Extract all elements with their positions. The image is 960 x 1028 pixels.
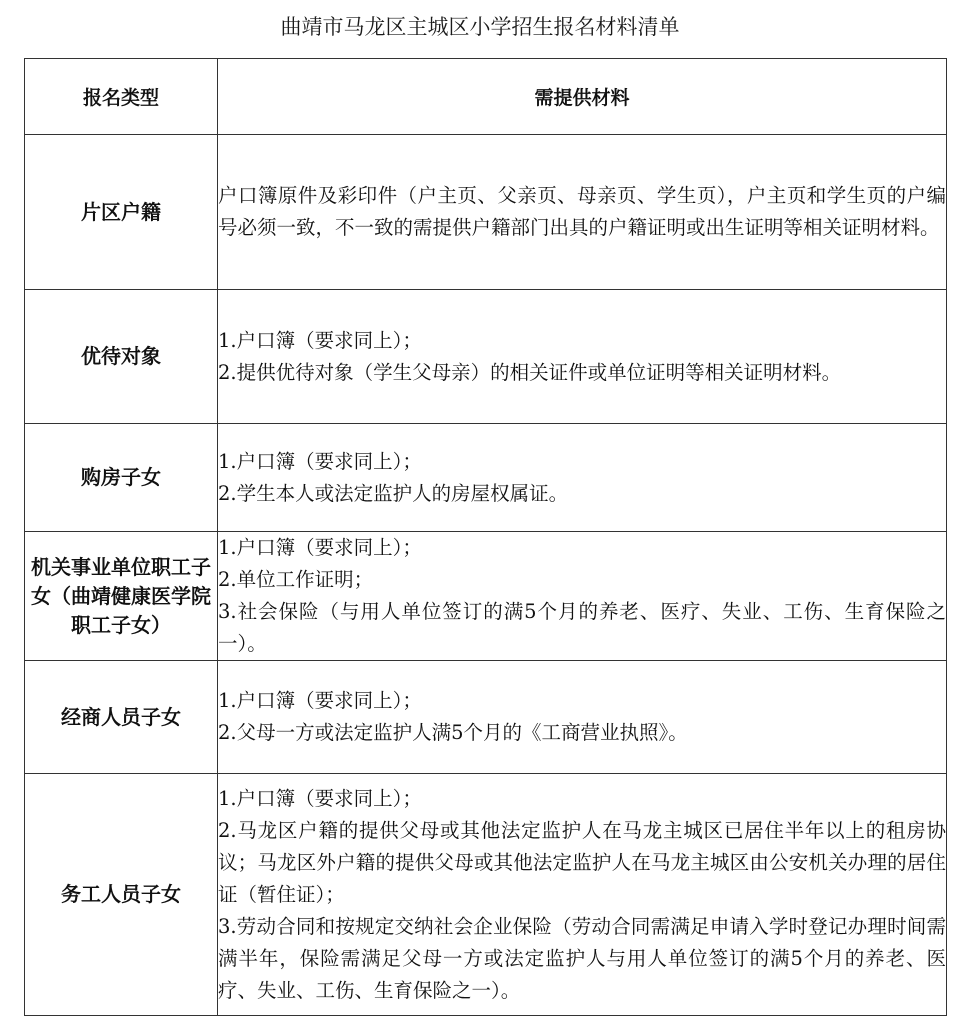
table-header-row (25, 59, 947, 135)
registration-type-cell: 片区户籍 (25, 135, 218, 290)
registration-type-cell: 机关事业单位职工子女（曲靖健康医学院职工子女） (25, 532, 218, 661)
table-row (25, 774, 947, 1016)
registration-type-cell: 务工人员子女 (25, 774, 218, 1016)
registration-type-cell: 购房子女 (25, 424, 218, 532)
material-item: 2.单位工作证明； (218, 568, 374, 591)
materials-cell (218, 424, 947, 532)
table-row (25, 135, 947, 290)
material-item: 3.社会保险（与用人单位签订的满5个月的养老、医疗、失业、工伤、生育保险之一）。 (218, 600, 946, 655)
material-item: 1.户口簿（要求同上）； (218, 689, 422, 712)
material-item: 2.提供优待对象（学生父母亲）的相关证件或单位证明等相关证明材料。 (218, 360, 842, 384)
material-item: 1.户口簿（要求同上）； (218, 328, 422, 352)
materials-cell (218, 532, 947, 661)
material-item: 户口簿原件及彩印件（户主页、父亲页、母亲页、学生页），户主页和学生页的户编号必须一致，不一致的需提供户籍部门出具的户籍证明或出生证明等相关证明材料。 (218, 184, 946, 239)
material-item: 2.马龙区户籍的提供父母或其他法定监护人在马龙主城区已居住半年以上的租房协议；马龙区外户籍的提供父母或其他法定监护人在马龙主城区由公安机关办理的居住证（暂住证）； (218, 818, 946, 906)
material-item: 3.劳动合同和按规定交纳社会企业保险（劳动合同需满足申请入学时登记办理时间需满半年，保险需满足父母一方或法定监护人与用人单位签订的满5个月的养老、医疗、失业、工伤、生育保险之一）。 (218, 914, 946, 1002)
materials-table (24, 58, 947, 1016)
registration-type-cell: 优待对象 (25, 290, 218, 424)
materials-cell (218, 135, 947, 290)
header-required-materials: 需提供材料 (218, 59, 947, 135)
table-row (25, 290, 947, 424)
materials-cell (218, 290, 947, 424)
material-item: 1.户口簿（要求同上）； (218, 536, 422, 559)
header-registration-type: 报名类型 (25, 59, 218, 135)
material-item: 2.学生本人或法定监护人的房屋权属证。 (218, 481, 569, 505)
material-item: 1.户口簿（要求同上）； (218, 449, 422, 473)
material-item: 2.父母一方或法定监护人满5个月的《工商营业执照》。 (218, 721, 688, 744)
registration-type-cell: 经商人员子女 (25, 661, 218, 774)
table-row (25, 532, 947, 661)
table-row (25, 424, 947, 532)
document-title: 曲靖市马龙区主城区小学招生报名材料清单 (280, 15, 680, 39)
table-row (25, 661, 947, 774)
materials-cell (218, 774, 947, 1016)
materials-cell (218, 661, 947, 774)
material-item: 1.户口簿（要求同上）； (218, 786, 422, 810)
